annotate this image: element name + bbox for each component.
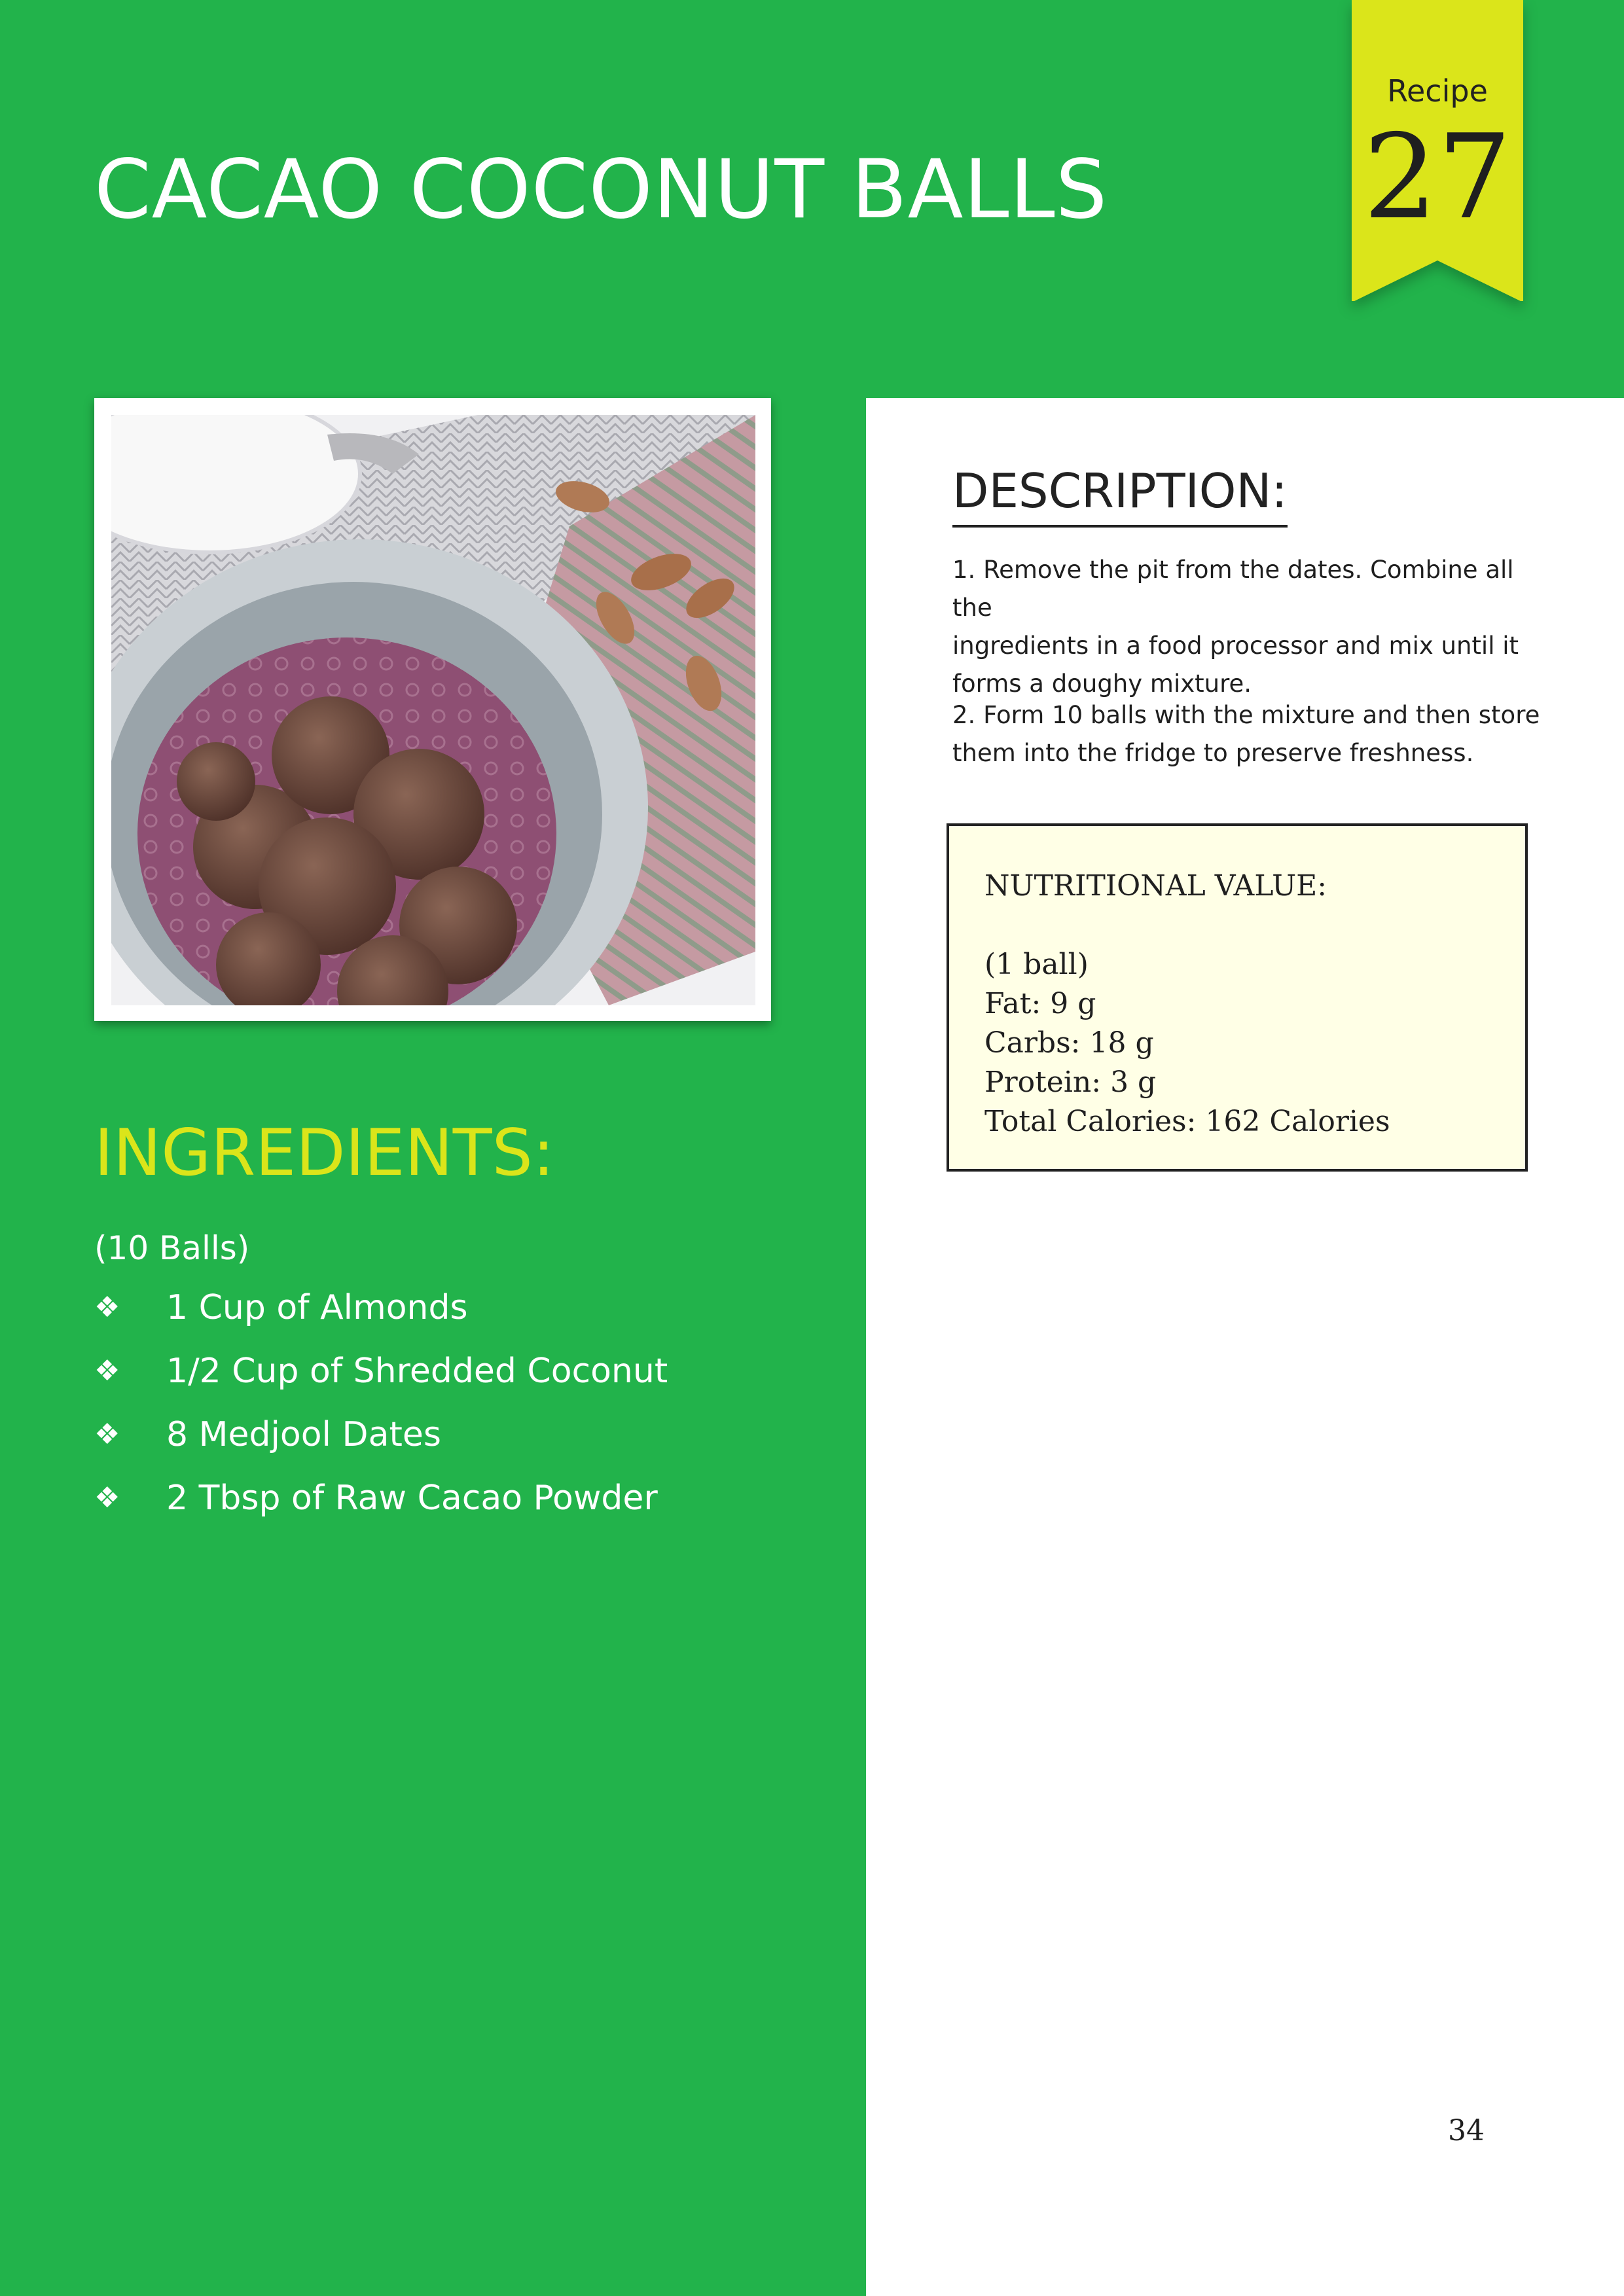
nutrition-fat: Fat: 9 g — [984, 987, 1096, 1020]
step-line: 2. Form 10 balls with the mixture and then store — [952, 701, 1540, 729]
recipe-photo-frame — [94, 398, 771, 1021]
ingredient-text: 8 Medjool Dates — [166, 1415, 441, 1454]
recipe-photo — [111, 415, 755, 1005]
list-item — [94, 1288, 814, 1352]
ingredient-text: 1/2 Cup of Shredded Coconut — [166, 1352, 668, 1391]
nutrition-calories: Total Calories: 162 Calories — [984, 1105, 1390, 1138]
recipe-number: 27 — [1363, 109, 1512, 245]
nutrition-protein: Protein: 3 g — [984, 1066, 1157, 1099]
ingredients-heading: INGREDIENTS: — [94, 1116, 554, 1191]
nutrition-serving: (1 ball) — [984, 948, 1089, 981]
ingredients-yield: (10 Balls) — [94, 1229, 250, 1267]
diamond-cluster-icon: ❖ — [94, 1418, 120, 1451]
ingredient-text: 1 Cup of Almonds — [166, 1288, 468, 1327]
step-line: forms a doughy mixture. — [952, 670, 1252, 698]
list-item — [94, 1415, 814, 1479]
ingredient-text: 2 Tbsp of Raw Cacao Powder — [166, 1479, 658, 1518]
recipe-title: CACAO COCONUT BALLS — [94, 143, 1108, 237]
diamond-cluster-icon: ❖ — [94, 1481, 120, 1515]
page-number: 34 — [1448, 2114, 1485, 2147]
diamond-cluster-icon: ❖ — [94, 1354, 120, 1388]
step-line: them into the fridge to preserve freshness. — [952, 739, 1474, 767]
diamond-cluster-icon: ❖ — [94, 1291, 120, 1324]
step-line: ingredients in a food processor and mix until it — [952, 632, 1519, 660]
nutrition-heading: NUTRITIONAL VALUE: — [984, 869, 1327, 903]
nutrition-box — [947, 823, 1528, 1172]
recipe-ribbon — [1352, 0, 1523, 301]
ribbon-label: Recipe — [1387, 73, 1488, 109]
cacao-balls-photo-illustration — [111, 415, 755, 1005]
nutrition-carbs: Carbs: 18 g — [984, 1026, 1154, 1060]
list-item — [94, 1479, 814, 1542]
description-heading: DESCRIPTION: — [952, 463, 1288, 528]
description-step-2 — [952, 696, 1542, 772]
ingredients-list — [94, 1288, 814, 1542]
step-line: 1. Remove the pit from the dates. Combine all the — [952, 556, 1514, 622]
description-step-1 — [952, 551, 1542, 703]
list-item — [94, 1352, 814, 1415]
